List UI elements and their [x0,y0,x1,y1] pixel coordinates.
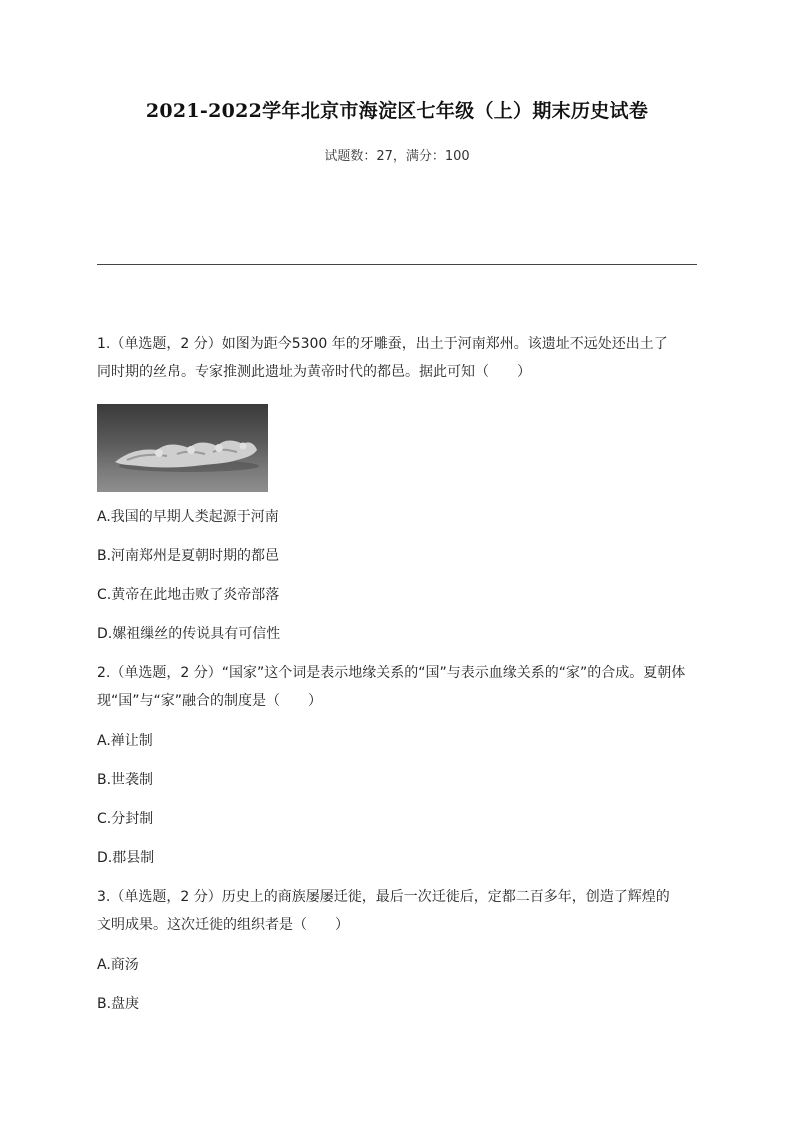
question-3-stem-line-1: 3.（单选题，2 分）历史上的商族屡屡迁徙，最后一次迁徙后，定都二百多年，创造了辉煌的 [97,889,670,905]
question-1-stem-line-2: 同时期的丝帛。专家推测此遗址为黄帝时代的都邑。据此可知（ ） [97,364,531,380]
question-3-stem-line-2: 文明成果。这次迁徙的组织者是（ ） [97,917,349,933]
question-2-option-c: C.分封制 [97,811,154,827]
question-2-option-d: D.郡县制 [97,850,155,866]
question-1-stem-line-1: 1.（单选题，2 分）如图为距今5300 年的牙雕蚕，出土于河南郑州。该遗址不远处还出土了 [97,336,668,352]
ivory-silkworm-photo [97,404,268,492]
question-3-option-a: A.商汤 [97,957,139,973]
header-divider [97,264,697,265]
question-2-option-a: A.禅让制 [97,733,153,749]
question-1-option-c: C.黄帝在此地击败了炎帝部落 [97,587,280,603]
question-2-stem-line-1: 2.（单选题，2 分）“国家”这个词是表示地缘关系的“国”与表示血缘关系的“家”的合成。夏朝体 [97,665,686,681]
question-1-option-d: D.嫘祖缫丝的传说具有可信性 [97,626,281,642]
question-3-option-b: B.盘庚 [97,996,140,1012]
question-1-option-b: B.河南郑州是夏朝时期的都邑 [97,548,280,564]
exam-info: 试题数：27，满分：100 [324,149,470,164]
question-2-stem-line-2: 现“国”与“家”融合的制度是（ ） [97,693,323,709]
exam-title: 2021-2022学年北京市海淀区七年级（上）期末历史试卷 [145,100,649,122]
question-2-option-b: B.世袭制 [97,772,154,788]
question-1-option-a: A.我国的早期人类起源于河南 [97,509,279,525]
